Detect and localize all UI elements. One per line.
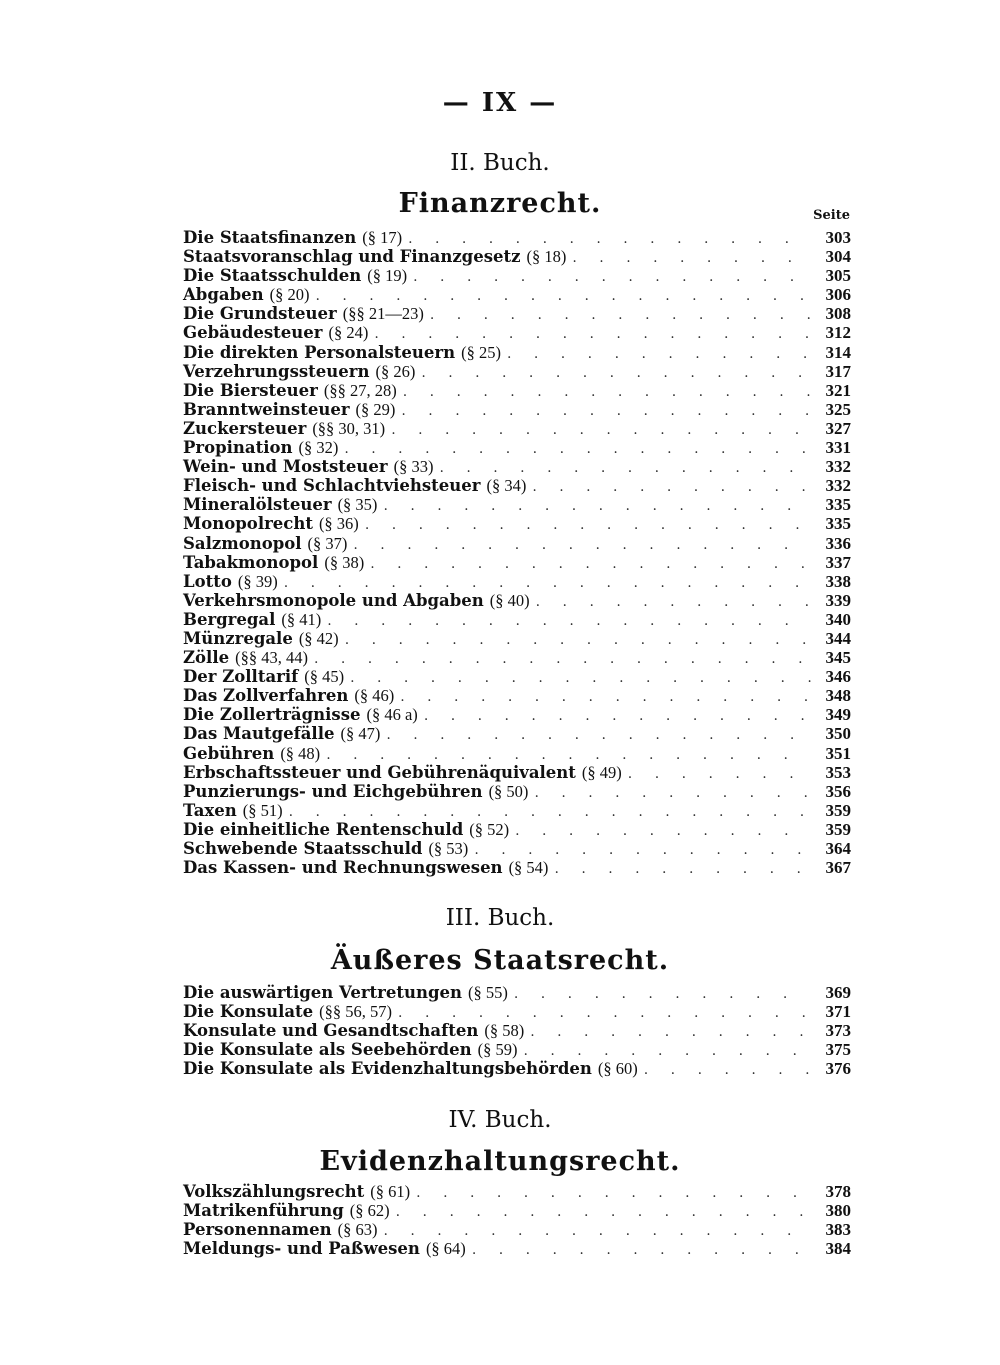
toc-entry — [183, 648, 851, 667]
entry-title: Konsulate und Gesandtschaften — [183, 1021, 479, 1041]
entry-page-number: 384 — [825, 1239, 851, 1259]
toc-entry — [183, 801, 851, 820]
entry-page-number: 364 — [825, 839, 851, 858]
entry-page-number: 336 — [825, 533, 851, 553]
entry-section-ref: (§§ 27, 28) — [323, 380, 397, 400]
entry-section-ref: (§ 59) — [477, 1040, 518, 1060]
entry-page-number: 308 — [825, 304, 851, 324]
entry-page-number: 345 — [825, 648, 851, 668]
entry-section-ref: (§ 64) — [425, 1239, 466, 1259]
entry-section-ref: (§ 42) — [298, 628, 339, 648]
dot-leader — [644, 1061, 811, 1080]
dot-leader — [472, 1241, 811, 1260]
toc-entry — [183, 381, 851, 400]
entry-page-number: 335 — [825, 514, 851, 534]
entry-title: Die Zollerträgnisse — [183, 705, 361, 725]
toc-entry — [183, 495, 851, 514]
entry-page-number: 378 — [825, 1182, 851, 1201]
entry-title: Propination — [183, 438, 293, 458]
dot-leader — [345, 631, 811, 650]
entry-page-number: 376 — [825, 1059, 851, 1079]
toc-entry — [183, 858, 851, 877]
entry-page-number: 332 — [825, 476, 851, 496]
entry-page-number: 344 — [825, 628, 851, 648]
entry-title: Volkszählungsrecht — [183, 1182, 365, 1201]
dot-leader — [532, 478, 811, 497]
entry-page-number: 380 — [825, 1201, 851, 1221]
entry-page-number: 340 — [825, 609, 851, 629]
toc-entry — [183, 285, 851, 304]
dot-leader — [572, 249, 811, 268]
entry-section-ref: (§ 61) — [370, 1182, 411, 1201]
entry-page-number: 356 — [825, 781, 851, 801]
toc-entry — [183, 228, 851, 247]
entry-title: Münzregale — [183, 628, 293, 648]
entry-section-ref: (§ 20) — [269, 285, 310, 305]
entry-title: Mineralölsteuer — [183, 495, 332, 515]
entry-page-number: 348 — [825, 686, 851, 706]
entry-title: Monopolrecht — [183, 514, 313, 534]
entry-section-ref: (§§ 30, 31) — [312, 418, 386, 438]
toc-entry — [183, 839, 851, 858]
book-heading: IV. Buch. — [448, 1107, 552, 1133]
entry-title: Tabakmonopol — [183, 552, 319, 572]
entry-section-ref: (§ 41) — [281, 609, 322, 629]
dot-leader — [628, 765, 811, 784]
toc-list — [183, 983, 851, 1078]
entry-title: Die Biersteuer — [183, 380, 318, 400]
entry-section-ref: (§ 18) — [526, 247, 567, 267]
entry-page-number: 317 — [825, 361, 851, 381]
entry-section-ref: (§ 37) — [307, 533, 348, 553]
toc-entry — [183, 476, 851, 495]
toc-entry — [183, 247, 851, 266]
page-column-label: Seite — [813, 208, 850, 223]
entry-section-ref: (§ 46 a) — [366, 705, 418, 725]
entry-section-ref: (§ 55) — [468, 983, 508, 1002]
entry-section-ref: (§ 29) — [355, 399, 396, 419]
entry-page-number: 331 — [825, 438, 851, 458]
toc-entry — [183, 266, 851, 285]
entry-page-number: 327 — [825, 418, 851, 438]
toc-entry — [183, 438, 851, 457]
dot-leader — [400, 688, 811, 707]
toc-entry — [183, 1239, 851, 1258]
entry-title: Bergregal — [183, 609, 276, 629]
entry-section-ref: (§ 25) — [461, 342, 501, 362]
entry-section-ref: (§ 33) — [393, 457, 434, 477]
dot-leader — [403, 383, 811, 402]
toc-entry — [183, 610, 851, 629]
entry-page-number: 335 — [825, 495, 851, 515]
entry-section-ref: (§§ 56, 57) — [319, 1002, 393, 1022]
toc-entry — [183, 820, 851, 839]
entry-page-number: 369 — [825, 983, 851, 1002]
entry-section-ref: (§§ 43, 44) — [235, 648, 308, 668]
entry-title: Das Zollverfahren — [183, 686, 349, 706]
entry-title: Die Staatsfinanzen — [183, 228, 357, 247]
dot-leader — [396, 1203, 811, 1222]
entry-page-number: 383 — [825, 1220, 851, 1240]
entry-section-ref: (§ 53) — [428, 839, 469, 858]
entry-section-ref: (§ 32) — [298, 438, 339, 458]
entry-page-number: 337 — [825, 552, 851, 572]
entry-page-number: 314 — [825, 342, 851, 362]
entry-page-number: 312 — [825, 323, 851, 343]
entry-title: Die Staatsschulden — [183, 266, 362, 286]
section-title: Finanzrecht. — [398, 188, 602, 219]
entry-section-ref: (§ 38) — [324, 552, 365, 572]
entry-title: Zölle — [183, 648, 230, 668]
entry-page-number: 350 — [825, 724, 851, 744]
entry-section-ref: (§ 45) — [304, 667, 345, 687]
toc-list — [183, 1182, 851, 1258]
entry-section-ref: (§ 60) — [597, 1059, 638, 1079]
dot-leader — [314, 650, 811, 669]
dot-leader — [536, 593, 811, 612]
entry-title: Gebühren — [183, 743, 275, 763]
dot-leader — [416, 1184, 811, 1203]
entry-title: Taxen — [183, 800, 237, 820]
entry-title: Personennamen — [183, 1220, 332, 1240]
dot-leader — [507, 345, 811, 364]
entry-title: Fleisch- und Schlachtviehsteuer — [183, 476, 481, 496]
toc-entry — [183, 1182, 851, 1201]
entry-section-ref: (§ 51) — [242, 800, 283, 820]
dot-leader — [430, 306, 811, 325]
dot-leader — [424, 707, 811, 726]
toc-entry — [183, 724, 851, 743]
entry-title: Branntweinsteuer — [183, 399, 350, 419]
entry-title: Schwebende Staatsschuld — [183, 839, 423, 858]
dot-leader — [391, 421, 811, 440]
toc-entry — [183, 667, 851, 686]
entry-title: Wein- und Moststeuer — [183, 457, 388, 477]
entry-section-ref: (§ 46) — [354, 686, 395, 706]
entry-page-number: 321 — [825, 380, 851, 400]
entry-page-number: 371 — [825, 1002, 851, 1022]
toc-entry — [183, 1040, 851, 1059]
entry-section-ref: (§ 54) — [508, 858, 549, 878]
dot-leader — [327, 612, 811, 631]
entry-section-ref: (§ 49) — [581, 762, 622, 782]
entry-section-ref: (§ 40) — [489, 590, 530, 610]
toc-entry — [183, 763, 851, 782]
entry-section-ref: (§§ 21—23) — [342, 304, 424, 324]
toc-entry — [183, 572, 851, 591]
toc-entry — [183, 1201, 851, 1220]
toc-entry — [183, 1059, 851, 1078]
toc-entry — [183, 343, 851, 362]
entry-title: Erbschaftssteuer und Gebührenäquivalent — [183, 762, 576, 782]
entry-section-ref: (§ 39) — [237, 571, 278, 591]
entry-title: Die Konsulate — [183, 1002, 314, 1022]
section-title: Äußeres Staatsrecht. — [330, 945, 670, 976]
entry-page-number: 338 — [825, 571, 851, 591]
toc-entry — [183, 1021, 851, 1040]
entry-section-ref: (§ 34) — [486, 476, 527, 496]
toc-entry — [183, 553, 851, 572]
page-number: — IX — — [442, 88, 558, 118]
dot-leader — [401, 402, 811, 421]
book-heading: III. Buch. — [445, 905, 555, 931]
entry-page-number: 346 — [825, 667, 851, 687]
toc-entry — [183, 400, 851, 419]
dot-leader — [353, 536, 811, 555]
entry-page-number: 351 — [825, 743, 851, 763]
entry-page-number: 359 — [825, 819, 851, 839]
toc-entry — [183, 983, 851, 1002]
entry-section-ref: (§ 19) — [367, 266, 408, 286]
entry-title: Verkehrsmonopole und Abgaben — [183, 590, 484, 610]
dot-leader — [514, 985, 811, 1004]
entry-title: Zuckersteuer — [183, 418, 307, 438]
entry-page-number: 339 — [825, 590, 851, 610]
toc-entry — [183, 514, 851, 533]
dot-leader — [383, 497, 811, 516]
dot-leader — [365, 516, 811, 535]
entry-page-number: 332 — [825, 457, 851, 477]
entry-title: Staatsvoranschlag und Finanzgesetz — [183, 247, 521, 267]
toc-entry — [183, 744, 851, 763]
toc-entry — [183, 782, 851, 801]
entry-title: Matrikenführung — [183, 1201, 344, 1221]
entry-page-number: 305 — [825, 266, 851, 286]
entry-title: Lotto — [183, 571, 232, 591]
toc-entry — [183, 1002, 851, 1021]
entry-section-ref: (§ 26) — [375, 361, 416, 381]
toc-entry — [183, 686, 851, 705]
entry-title: Punzierungs- und Eichgebühren — [183, 781, 483, 801]
entry-section-ref: (§ 62) — [349, 1201, 390, 1221]
entry-section-ref: (§ 47) — [340, 724, 381, 744]
toc-entry — [183, 419, 851, 438]
toc-entry — [183, 323, 851, 342]
entry-section-ref: (§ 35) — [337, 495, 378, 515]
entry-title: Die einheitliche Rentenschuld — [183, 819, 464, 839]
entry-section-ref: (§ 36) — [318, 514, 359, 534]
dot-leader — [530, 1023, 811, 1042]
entry-page-number: 303 — [825, 228, 851, 247]
entry-title: Die Konsulate als Seebehörden — [183, 1040, 472, 1060]
dot-leader — [370, 555, 811, 574]
entry-section-ref: (§ 48) — [280, 743, 321, 763]
toc-entry — [183, 534, 851, 553]
toc-entry — [183, 629, 851, 648]
entry-section-ref: (§ 17) — [362, 228, 403, 247]
entry-title: Abgaben — [183, 285, 264, 305]
entry-title: Der Zolltarif — [183, 667, 299, 687]
dot-leader — [534, 784, 811, 803]
entry-title: Die Grundsteuer — [183, 304, 337, 324]
toc-entry — [183, 457, 851, 476]
entry-title: Die Konsulate als Evidenzhaltungsbehörden — [183, 1059, 592, 1079]
entry-title: Gebäudesteuer — [183, 323, 323, 343]
entry-section-ref: (§ 24) — [328, 323, 369, 343]
toc-entry — [183, 1220, 851, 1239]
entry-section-ref: (§ 50) — [488, 781, 529, 801]
entry-title: Meldungs- und Paßwesen — [183, 1239, 420, 1259]
entry-title: Die direkten Personalsteuern — [183, 342, 456, 362]
entry-page-number: 373 — [825, 1021, 851, 1041]
dot-leader — [515, 822, 811, 841]
entry-title: Das Mautgefälle — [183, 724, 335, 744]
dot-leader — [421, 364, 811, 383]
entry-title: Salzmonopol — [183, 533, 302, 553]
dot-leader — [413, 268, 811, 287]
dot-leader — [350, 669, 811, 688]
entry-page-number: 349 — [825, 705, 851, 725]
entry-section-ref: (§ 58) — [484, 1021, 525, 1041]
section-title: Evidenzhaltungsrecht. — [319, 1146, 681, 1177]
entry-section-ref: (§ 63) — [337, 1220, 378, 1240]
entry-page-number: 325 — [825, 399, 851, 419]
dot-leader — [554, 860, 811, 879]
toc-entry — [183, 705, 851, 724]
toc-entry — [183, 362, 851, 381]
entry-page-number: 367 — [825, 858, 851, 878]
entry-title: Die auswärtigen Vertretungen — [183, 983, 462, 1002]
entry-page-number: 304 — [825, 247, 851, 267]
entry-title: Das Kassen- und Rechnungswesen — [183, 858, 503, 878]
entry-title: Verzehrungssteuern — [183, 361, 370, 381]
toc-entry — [183, 304, 851, 323]
toc-list — [183, 228, 851, 877]
entry-page-number: 359 — [825, 800, 851, 820]
book-heading: II. Buch. — [450, 150, 550, 176]
entry-page-number: 353 — [825, 762, 851, 782]
dot-leader — [386, 726, 811, 745]
toc-entry — [183, 591, 851, 610]
entry-page-number: 306 — [825, 285, 851, 305]
entry-section-ref: (§ 52) — [469, 819, 510, 839]
entry-page-number: 375 — [825, 1040, 851, 1060]
